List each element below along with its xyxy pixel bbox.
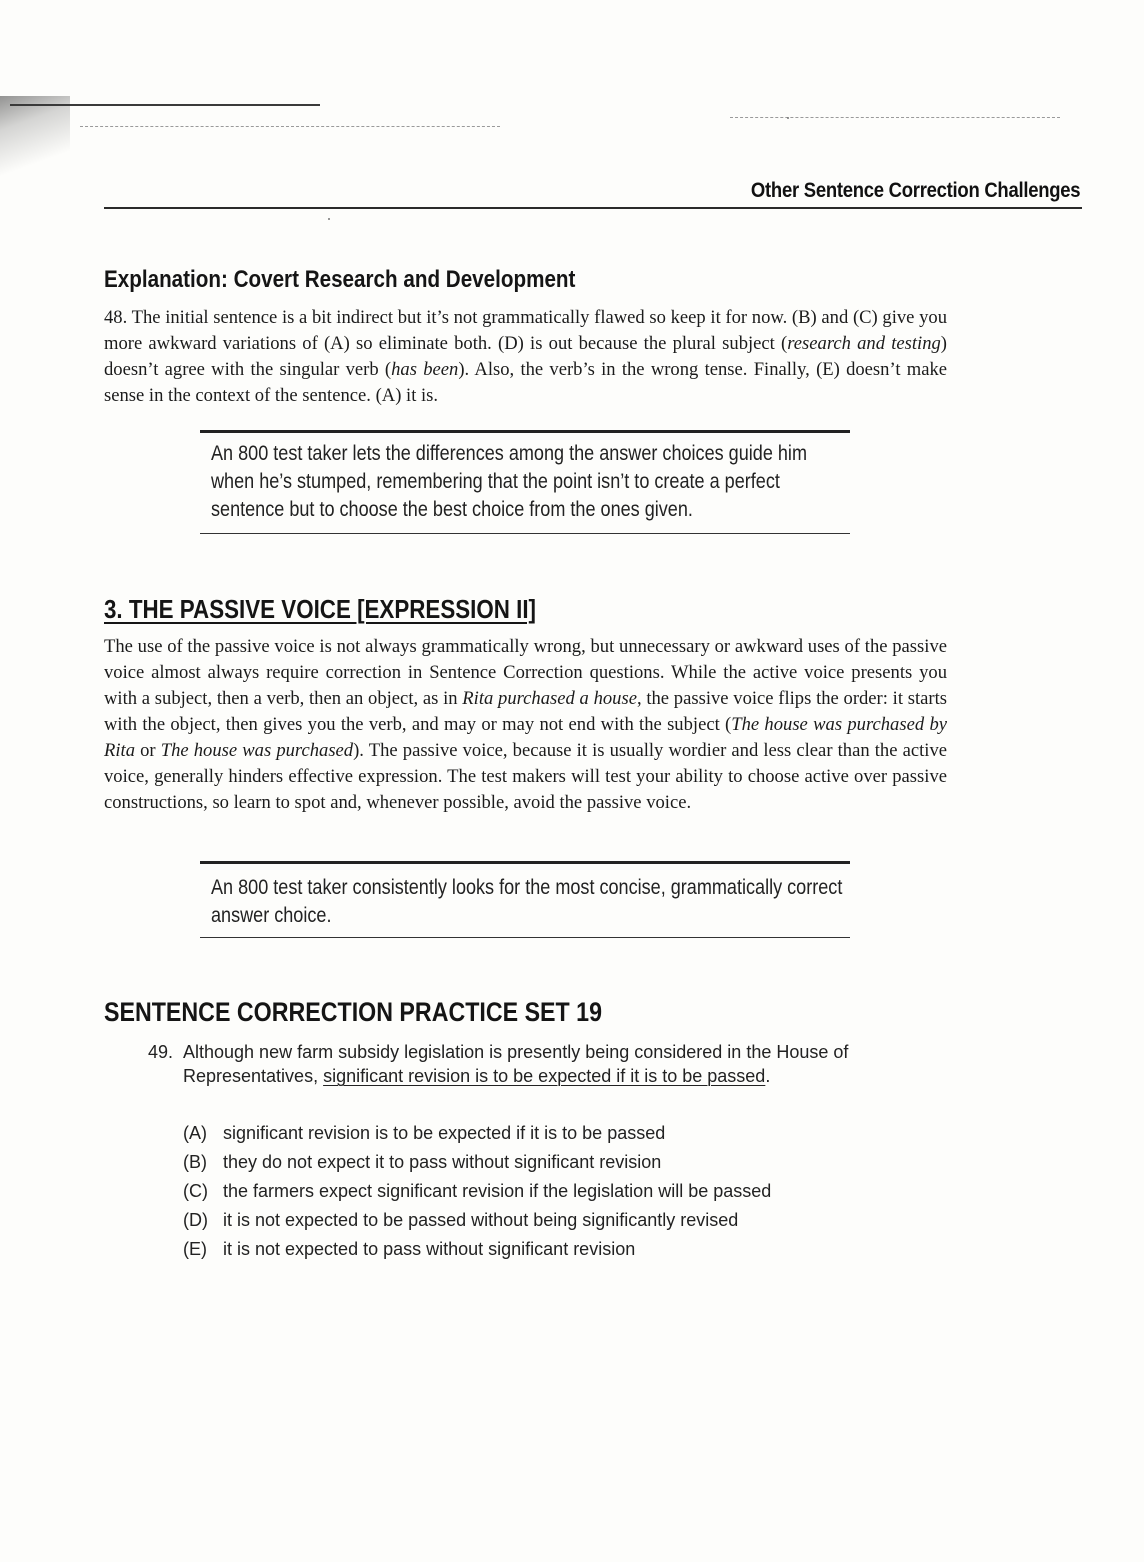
choice-letter: (A) (183, 1123, 207, 1143)
choice-letter: (B) (183, 1152, 207, 1172)
choice-text: they do not expect it to pass without significant revision (223, 1152, 662, 1172)
choice-letter: (E) (183, 1239, 207, 1259)
section-paragraph (104, 634, 947, 816)
italic-phrase: has been (391, 359, 459, 380)
text-run: ) doesn’t agree with the singular verb ( (104, 333, 947, 380)
answer-choice (183, 1237, 635, 1261)
stem-underlined: significant revision is to be expected if it is to be passed (323, 1066, 766, 1086)
choice-text: significant revision is to be expected if it is to be passed (223, 1123, 666, 1143)
tip-rule-top (200, 430, 850, 433)
scan-dash (80, 126, 500, 128)
italic-phrase: Rita purchased a house (462, 688, 637, 709)
scan-edge-line (10, 104, 320, 106)
practice-heading: SENTENCE CORRECTION PRACTICE SET 19 (104, 997, 603, 1027)
answer-choice (183, 1121, 665, 1145)
tip-rule-top (200, 861, 850, 864)
text-run: ). Also, the verb’s in the wrong tense. Finally, (E) doesn’t make sense in the context of the sentence. (A) it is. (104, 359, 948, 406)
text-run: The initial sentence is a bit indirect but it’s not grammatically flawed so keep it for now. (B) and (C) give you more awkward variations of (A) so eliminate both. (D) is out because the plural subject ( (104, 307, 947, 354)
explanation-paragraph (104, 305, 947, 409)
italic-phrase: research and testing (787, 333, 941, 354)
choice-text: the farmers expect significant revision if the legislation will be passed (223, 1181, 772, 1201)
choice-text: it is not expected to be passed without being significantly revised (223, 1210, 739, 1230)
section-heading: 3. THE PASSIVE VOICE [EXPRESSION II] (104, 594, 536, 624)
choice-letter: (C) (183, 1181, 208, 1201)
choice-text: it is not expected to pass without significant revision (223, 1239, 636, 1259)
header-rule (104, 207, 1082, 209)
tip-rule-bottom (200, 937, 850, 938)
running-head: Other Sentence Correction Challenges (750, 179, 1080, 202)
scan-dash (730, 117, 1060, 119)
italic-phrase: The house was purchased (160, 740, 354, 761)
explanation-heading: Explanation: Covert Research and Development (104, 266, 576, 293)
text-run: , the passive voice flips the order: it starts with the object, then gives you the verb, and may or may not end with the subject ( (104, 688, 947, 735)
text-run: ). The passive voice, because it is usually wordier and less clear than the active voice, generally hinders effective expression. The test makers will test your ability to choose active over passive constructions, so learn to spot and, whenever possible, avoid the passive voice. (104, 740, 947, 813)
stem-end: . (765, 1066, 771, 1086)
stem-text: Although new farm subsidy legislation is presently being considered in the House of Representatives, (183, 1042, 849, 1086)
question-stem (183, 1040, 863, 1088)
scan-speck (787, 117, 789, 119)
explanation-number: 48. (104, 307, 128, 328)
italic-phrase: The house was purchased by Rita (104, 714, 947, 761)
answer-choice (183, 1179, 771, 1203)
choice-letter: (D) (183, 1210, 208, 1230)
tip-box-2: An 800 test taker consistently looks for the most concise, grammatically correct answer choice. (211, 876, 843, 927)
scan-shadow (0, 96, 70, 186)
text-run: The use of the passive voice is not always grammatically wrong, but unnecessary or awkward uses of the passive voice almost always require correction in Sentence Correction questions. While the active voice presents you with a subject, then a verb, then an object, as in (104, 636, 947, 709)
answer-choice (183, 1150, 661, 1174)
text-run: or (135, 740, 161, 761)
tip-box-1: An 800 test taker lets the differences among the answer choices guide him when he’s stumped, remembering that the point isn’t to create a perfect sentence but to choose the best choice from the ones given. (211, 442, 807, 521)
answer-choice (183, 1208, 738, 1232)
tip-rule-bottom (200, 533, 850, 534)
scan-speck (328, 218, 330, 220)
question-number: 49. (148, 1042, 174, 1062)
